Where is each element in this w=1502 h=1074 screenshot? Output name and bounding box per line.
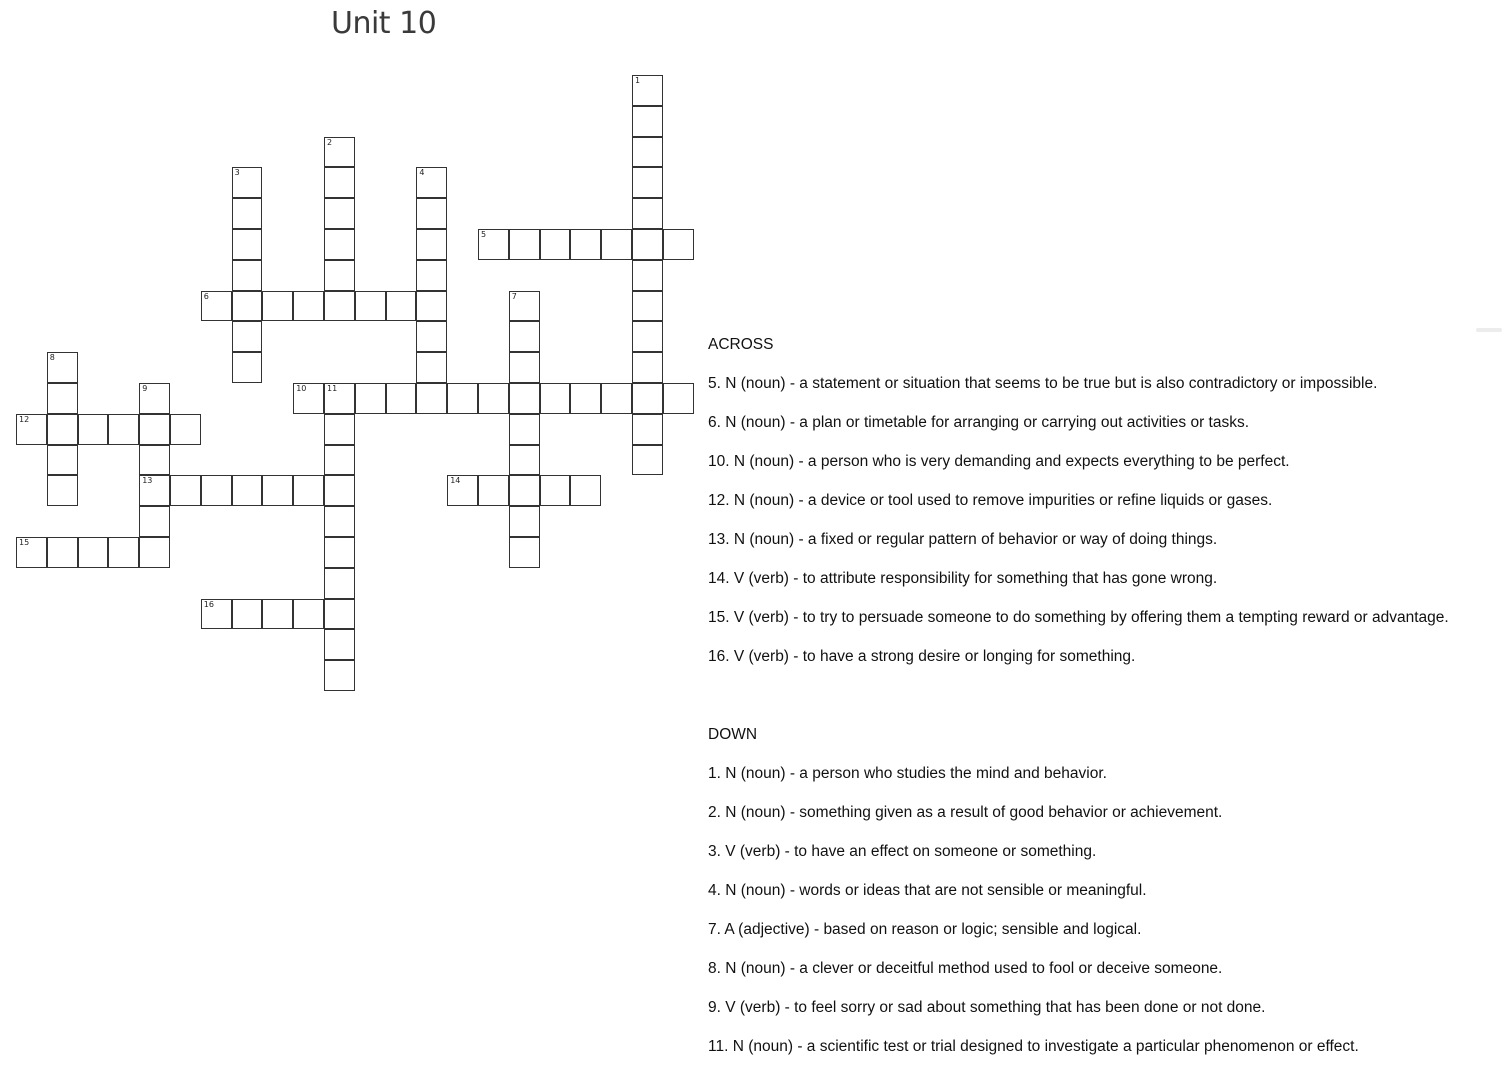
clue-number: 3 <box>234 168 240 178</box>
crossword-cell[interactable] <box>386 383 417 414</box>
crossword-cell[interactable] <box>324 198 355 229</box>
crossword-cell[interactable] <box>324 167 355 198</box>
clue-number: 9 <box>142 384 148 393</box>
clue-number: 16 <box>203 599 214 609</box>
crossword-cell[interactable] <box>509 475 540 506</box>
crossword-cell[interactable] <box>386 291 417 322</box>
down-clue: 7. A (adjective) - based on reason or logic; sensible and logical. <box>708 921 1142 938</box>
across-clue: 6. N (noun) - a plan or timetable for arranging or carrying out activities or tasks. <box>708 414 1250 431</box>
crossword-cell[interactable] <box>632 229 663 260</box>
crossword-cell[interactable] <box>509 414 540 445</box>
crossword-cell[interactable] <box>16 537 47 568</box>
crossword-cell[interactable] <box>632 75 663 106</box>
crossword-cell[interactable] <box>601 383 632 414</box>
crossword-cell[interactable] <box>509 506 540 537</box>
crossword-cell[interactable] <box>509 291 540 322</box>
crossword-cell[interactable] <box>478 229 509 260</box>
crossword-cell[interactable] <box>139 475 170 506</box>
crossword-cell[interactable] <box>232 260 263 291</box>
crossword-cell[interactable] <box>416 352 447 383</box>
crossword-cell[interactable] <box>632 167 663 198</box>
down-clue: 2. N (noun) - something given as a result of good behavior or achievement. <box>708 804 1223 821</box>
crossword-cell[interactable] <box>632 352 663 383</box>
crossword-cell[interactable] <box>632 383 663 414</box>
crossword-cell[interactable] <box>293 599 324 630</box>
across-clue: 10. N (noun) - a person who is very demanding and expects everything to be perfect. <box>708 453 1290 470</box>
crossword-cell[interactable] <box>232 321 263 352</box>
down-heading: DOWN <box>708 726 758 743</box>
clue-number: 13 <box>142 476 153 486</box>
across-clue: 13. N (noun) - a fixed or regular pattern of behavior or way of doing things. <box>708 531 1218 548</box>
crossword-cell[interactable] <box>663 229 694 260</box>
down-clue: 4. N (noun) - words or ideas that are not sensible or meaningful. <box>708 882 1147 899</box>
clue-number: 14 <box>450 476 461 486</box>
crossword-cell[interactable] <box>324 599 355 630</box>
crossword-cell[interactable] <box>447 475 478 506</box>
crossword-cell[interactable] <box>416 260 447 291</box>
crossword-grid <box>0 0 700 700</box>
crossword-cell[interactable] <box>262 291 293 322</box>
crossword-cell[interactable] <box>108 414 139 445</box>
down-clue: 11. N (noun) - a scientific test or trial designed to investigate a particular phenomenon or effect. <box>708 1038 1359 1055</box>
crossword-cell[interactable] <box>47 352 78 383</box>
crossword-cell[interactable] <box>570 383 601 414</box>
crossword-cell[interactable] <box>632 198 663 229</box>
across-clue: 16. V (verb) - to have a strong desire or longing for something. <box>708 648 1136 665</box>
clue-number: 10 <box>296 384 307 393</box>
crossword-cell[interactable] <box>355 383 386 414</box>
crossword-cell[interactable] <box>478 475 509 506</box>
crossword-cell[interactable] <box>78 414 109 445</box>
crossword-cell[interactable] <box>201 599 232 630</box>
across-heading: ACROSS <box>708 336 774 353</box>
crossword-cell[interactable] <box>416 383 447 414</box>
crossword-cell[interactable] <box>139 445 170 476</box>
crossword-cell[interactable] <box>47 537 78 568</box>
clue-number: 15 <box>19 538 30 547</box>
crossword-cell[interactable] <box>509 229 540 260</box>
scrollbar-thumb[interactable] <box>1476 328 1502 332</box>
crossword-cell[interactable] <box>416 167 447 198</box>
crossword-cell[interactable] <box>324 137 355 168</box>
crossword-cell[interactable] <box>416 229 447 260</box>
crossword-cell[interactable] <box>324 660 355 691</box>
crossword-cell[interactable] <box>47 414 78 445</box>
clue-list <box>708 333 1502 1074</box>
crossword-cell[interactable] <box>47 445 78 476</box>
crossword-cell[interactable] <box>293 475 324 506</box>
crossword-cell[interactable] <box>262 599 293 630</box>
crossword-cell[interactable] <box>78 537 109 568</box>
crossword-cell[interactable] <box>139 383 170 414</box>
clue-number: 11 <box>327 384 338 393</box>
across-clue: 12. N (noun) - a device or tool used to remove impurities or refine liquids or gases. <box>708 492 1273 509</box>
crossword-cell[interactable] <box>509 383 540 414</box>
down-clue: 1. N (noun) - a person who studies the mind and behavior. <box>708 765 1107 782</box>
crossword-cell[interactable] <box>170 414 201 445</box>
crossword-cell[interactable] <box>324 445 355 476</box>
down-clue: 9. V (verb) - to feel sorry or sad about something that has been done or not done. <box>708 999 1266 1016</box>
crossword-cell[interactable] <box>232 229 263 260</box>
crossword-cell[interactable] <box>201 291 232 322</box>
crossword-cell[interactable] <box>324 475 355 506</box>
crossword-cell[interactable] <box>355 291 386 322</box>
clue-number: 2 <box>327 137 333 147</box>
crossword-cell[interactable] <box>416 291 447 322</box>
down-clue: 8. N (noun) - a clever or deceitful method used to fool or deceive someone. <box>708 960 1223 977</box>
crossword-cell[interactable] <box>201 475 232 506</box>
crossword-cell[interactable] <box>232 291 263 322</box>
across-clue: 14. V (verb) - to attribute responsibility for something that has gone wrong. <box>708 570 1218 587</box>
crossword-cell[interactable] <box>509 321 540 352</box>
page-title: Unit 10 <box>331 6 437 41</box>
crossword-cell[interactable] <box>170 475 201 506</box>
crossword-cell[interactable] <box>47 475 78 506</box>
crossword-cell[interactable] <box>324 260 355 291</box>
clue-number: 7 <box>511 291 517 301</box>
crossword-cell[interactable] <box>540 229 571 260</box>
clue-number: 4 <box>419 168 425 178</box>
down-clue: 3. V (verb) - to have an effect on someone or something. <box>708 843 1097 860</box>
crossword-cell[interactable] <box>509 445 540 476</box>
crossword-cell[interactable] <box>416 321 447 352</box>
clue-number: 5 <box>481 230 487 239</box>
crossword-cell[interactable] <box>324 568 355 599</box>
crossword-cell[interactable] <box>47 383 78 414</box>
crossword-cell[interactable] <box>324 414 355 445</box>
crossword-cell[interactable] <box>632 414 663 445</box>
crossword-cell[interactable] <box>324 629 355 660</box>
crossword-cell[interactable] <box>509 537 540 568</box>
crossword-cell[interactable] <box>232 599 263 630</box>
crossword-cell[interactable] <box>262 475 293 506</box>
crossword-cell[interactable] <box>324 229 355 260</box>
crossword-cell[interactable] <box>447 383 478 414</box>
crossword-cell[interactable] <box>139 506 170 537</box>
crossword-cell[interactable] <box>324 537 355 568</box>
crossword-cell[interactable] <box>324 383 355 414</box>
clue-number: 6 <box>203 291 209 301</box>
across-clue: 5. N (noun) - a statement or situation that seems to be true but is also contradictory or impossible. <box>708 375 1378 392</box>
crossword-cell[interactable] <box>232 352 263 383</box>
crossword-cell[interactable] <box>570 229 601 260</box>
crossword-cell[interactable] <box>570 475 601 506</box>
clue-number: 8 <box>49 353 55 363</box>
crossword-cell[interactable] <box>632 321 663 352</box>
crossword-cell[interactable] <box>632 260 663 291</box>
crossword-cell[interactable] <box>632 106 663 137</box>
crossword-cell[interactable] <box>540 475 571 506</box>
crossword-cell[interactable] <box>663 383 694 414</box>
clue-spacer <box>708 684 1502 723</box>
clue-number: 12 <box>19 414 30 424</box>
crossword-cell[interactable] <box>632 137 663 168</box>
crossword-cell[interactable] <box>232 167 263 198</box>
crossword-cell[interactable] <box>416 198 447 229</box>
crossword-cell[interactable] <box>16 414 47 445</box>
crossword-cell[interactable] <box>632 445 663 476</box>
crossword-cell[interactable] <box>232 198 263 229</box>
crossword-cell[interactable] <box>139 537 170 568</box>
crossword-cell[interactable] <box>601 229 632 260</box>
clue-number: 1 <box>635 76 641 85</box>
crossword-cell[interactable] <box>293 383 324 414</box>
crossword-cell[interactable] <box>324 291 355 322</box>
crossword-cell[interactable] <box>509 352 540 383</box>
crossword-cell[interactable] <box>540 383 571 414</box>
crossword-cell[interactable] <box>632 291 663 322</box>
crossword-cell[interactable] <box>293 291 324 322</box>
across-clue: 15. V (verb) - to try to persuade someone to do something by offering them a tempting reward or advantage. <box>708 609 1449 626</box>
crossword-cell[interactable] <box>108 537 139 568</box>
crossword-cell[interactable] <box>324 506 355 537</box>
crossword-cell[interactable] <box>139 414 170 445</box>
crossword-cell[interactable] <box>232 475 263 506</box>
crossword-cell[interactable] <box>478 383 509 414</box>
